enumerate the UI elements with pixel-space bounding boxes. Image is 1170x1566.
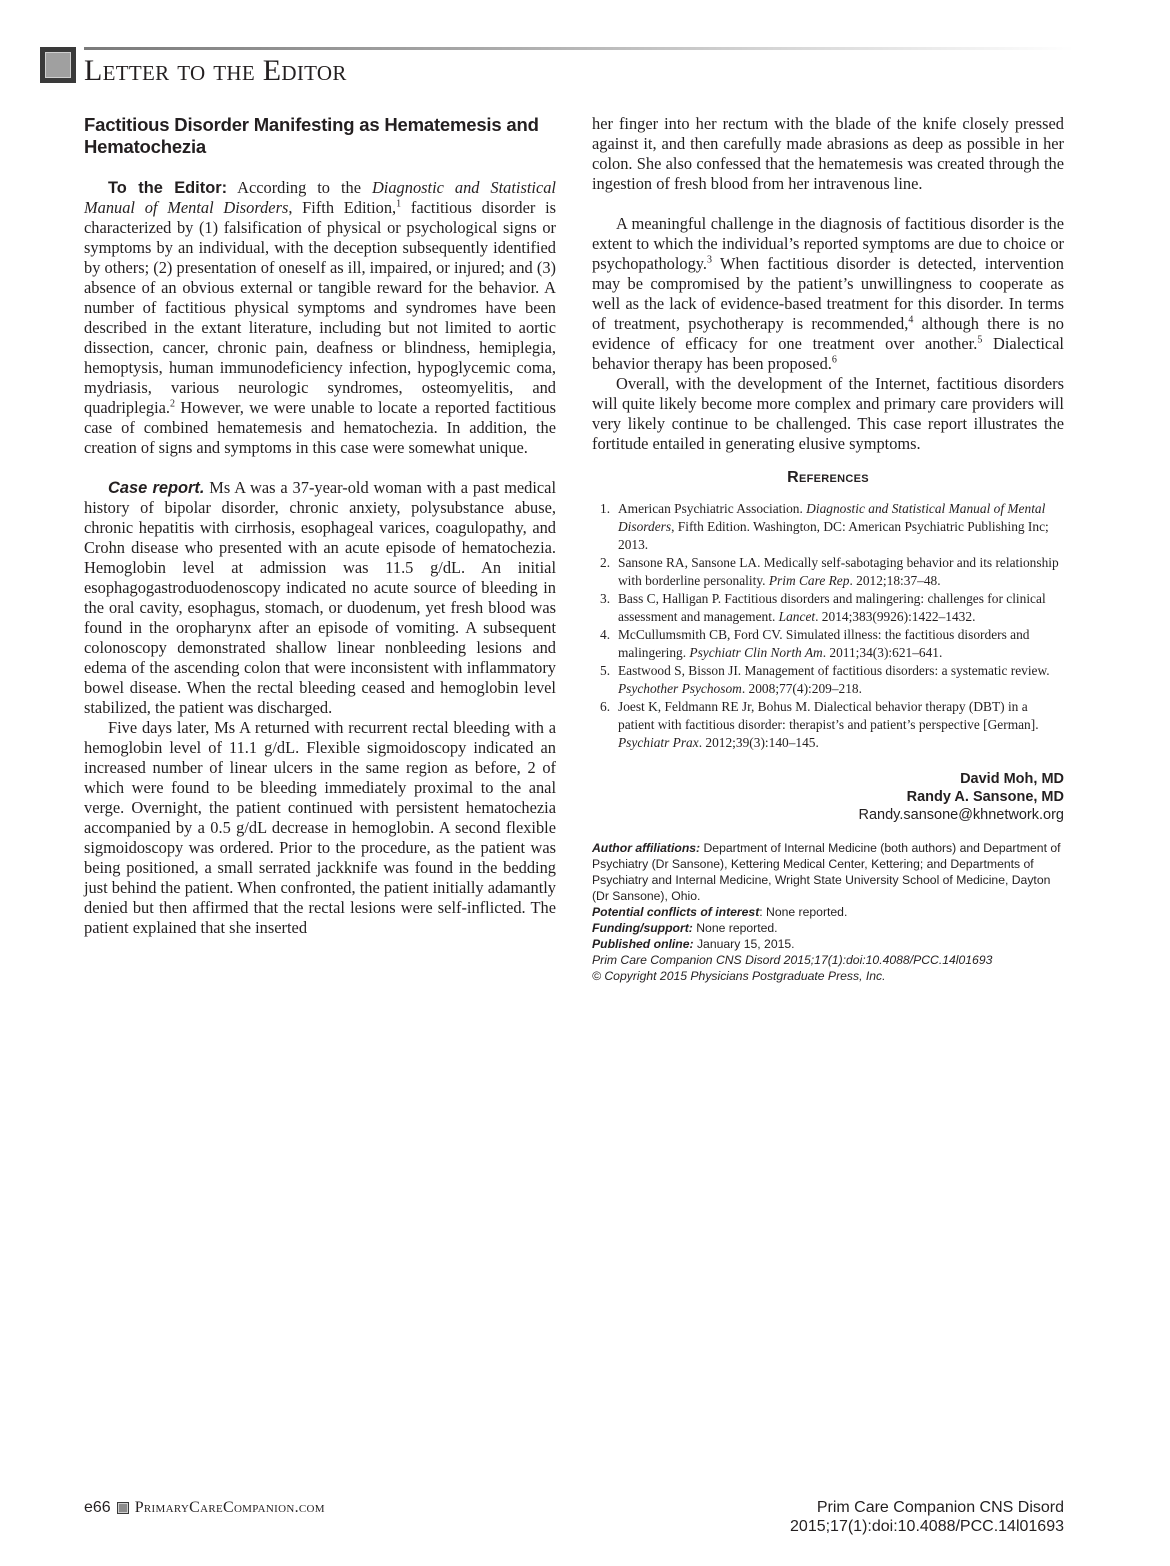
affiliations-label: Author affiliations: [592,841,701,855]
reference-text: American Psychiatric Association. [618,501,807,516]
challenge-text: although there is no evidence of efficacy for one treatment over another. [592,314,1064,353]
reference-text: Sansone RA, Sansone LA. Medically self-sabotaging behavior and its relationship with borderline personality. [618,555,1059,588]
intro-text: According to the [227,178,372,197]
reference-text: . 2014;383(9926):1422–1432. [815,609,976,624]
reference-source: Diagnostic and Statistical Manual of Mental Disorders [618,501,1046,534]
conflicts-label: Potential conflicts of interest [592,905,760,919]
reference-item [592,500,1064,554]
reference-source: Lancet [778,609,816,624]
reference-item [592,590,1064,626]
reference-number: 3. [600,591,611,606]
intro-text: factitious disorder is characterized by (1) falsification of physical or psychological signs or symptoms by an individual, with the deception subsequently identified by others; (2) presentation of oneself as ill, impaired, or injured; and (3) absence of an obvious external or tangible reward for the behavior. A number of factitious physical symptoms and syndromes have been described in the extant literature, including but not limited to aortic dissection, cancer, chronic pain, deafness or blindness, hemiplegia, hemoptysis, human immunodeficiency infection, hypoglycemic coma, mydriasis, various neurologic syndromes, osteomyelitis, and quadriplegia. [84,198,557,417]
reference-text: . 2008;77(4):209–218. [741,681,862,696]
right-column [592,114,1064,984]
reference-source: Prim Care Rep [768,573,850,588]
author-name: David Moh, MD [960,771,1064,787]
case-report-paragraph [84,478,556,718]
funding-label: Funding/support: [592,921,693,935]
intro-paragraph [84,178,556,458]
challenge-text: A meaningful challenge in the diagnosis of factitious disorder is the extent to which the individual’s reported symptoms are due to choice or psychopathology. [592,214,1064,273]
published-label: Published online: [592,937,694,951]
challenge-text: Dialectical behavior therapy has been proposed. [592,334,1064,373]
case-report-label: Case report. [108,479,205,497]
reference-source: Psychiatr Clin North Am [689,645,823,660]
footer-left [84,1498,325,1518]
published-online [592,936,1064,952]
references-heading: References [787,469,869,486]
article-title: Factitious Disorder Manifesting as Hematemesis and Hematochezia [84,114,539,157]
published-date: January 15, 2015. [693,937,795,951]
page-number: e66 [84,1499,111,1516]
journal-doi: 2015;17(1):doi:10.4088/PCC.14l01693 [790,1518,1064,1535]
reference-number: 2. [600,555,611,570]
citation-line: Prim Care Companion CNS Disord 2015;17(1):doi:10.4088/PCC.14l01693 [592,953,993,967]
five-days-paragraph: Five days later, Ms A returned with recurrent rectal bleeding with a hemoglobin level of 11.1 g/dL. Flexible sigmoidoscopy indicated an increased number of linear ulcers in the same region as before, 2 of which were found to be bleeding immediately proximal to the anal verge. Overnight, the patient continued with persistent hematochezia accompanied by a 0.5 g/dL decrease in hemoglobin. A second flexible sigmoidoscopy was ordered. Prior to the procedure, as the patient was being positioned, a small serrated jackknife was found in the bedding just behind the patient. When confronted, the patient initially adamantly denied but then affirmed that the rectal lesions were self-inflicted. The patient explained that she inserted [84,718,556,937]
case-report-text: Ms A was a 37-year-old woman with a past medical history of bipolar disorder, chronic anxiety, polysubstance abuse, chronic hepatitis with cirrhosis, esophageal varices, coagulopathy, and Crohn disease who presented with an acute episode of hematochezia. Hemoglobin level at admission was 11.5 g/dL. An initial esophagogastroduodenoscopy indicated no acute source of bleeding in the oral cavity, esophagus, stomach, or duodenum, yet fresh blood was found in the oropharynx after an episode of vomiting. A subsequent colonoscopy demonstrated shallow linear nonbleeding lesions and edema of the ascending colon that were inconsistent with inflammatory bowel disease. When the rectal bleeding ceased and hemoglobin level stabilized, the patient was discharged. [84,478,557,717]
reference-source: Psychiatr Prax [618,735,699,750]
reference-number: 1. [600,501,611,516]
reference-source: Psychother Psychosom [618,681,742,696]
header-rule [84,47,1074,50]
conflicts-text: : None reported. [759,905,848,919]
reference-text: , Fifth Edition. Washington, DC: American Psychiatric Publishing Inc; 2013. [618,519,1049,552]
citation-5[interactable]: 5 [977,334,983,346]
intro-text: , Fifth Edition, [288,198,397,217]
site-link[interactable]: PrimaryCareCompanion.com [134,1499,325,1516]
affiliations-block [592,840,1064,984]
affiliations-text: Department of Internal Medicine (both authors) and Department of Psychiatry (Dr Sansone), Kettering Medical Center, Kettering; and Departments of Psychiatry and Internal Medicine, Wright State University School of Medicine, Dayton (Dr Sansone), Ohio. [592,841,1061,903]
reference-number: 5. [600,663,611,678]
reference-text: McCullumsmith CB, Ford CV. Simulated illness: the factitious disorders and malingering. [618,627,1030,660]
signature-block [592,770,1064,824]
reference-item [592,554,1064,590]
conflicts-of-interest [592,904,1064,920]
reference-text: . 2012;18:37–48. [849,573,941,588]
funding-text: None reported. [692,921,778,935]
citation-1[interactable]: 1 [396,198,402,210]
citation-3[interactable]: 3 [707,254,713,266]
journal-name: Prim Care Companion CNS Disord [816,1499,1064,1516]
intro-text: However, we were unable to locate a reported factitious case of combined hematemesis and hematochezia. In addition, the creation of signs and symptoms in this case were somewhat unique. [84,398,556,457]
reference-text: . 2011;34(3):621–641. [822,645,943,660]
overall-paragraph: Overall, with the development of the Internet, factitious disorders will quite likely become more complex and primary care providers will very likely continue to be challenged. This case report illustrates the fortitude entailed in generating elusive symptoms. [592,374,1064,453]
footer-journal-citation [790,1498,1064,1536]
copyright-line: © Copyright 2015 Physicians Postgraduate Press, Inc. [592,969,886,983]
citation-2[interactable]: 2 [170,398,176,410]
left-column [84,114,556,938]
citation-4[interactable]: 4 [908,314,914,326]
section-marker-icon [40,47,76,83]
reference-text: . 2012;39(3):140–145. [698,735,819,750]
author-email-link[interactable]: Randy.sansone@khnetwork.org [858,807,1064,823]
challenge-paragraph [592,214,1064,374]
reference-number: 4. [600,627,611,642]
dsm-title: Diagnostic and Statistical Manual of Mental Disorders [84,178,556,217]
intro-label: To the Editor: [108,179,228,197]
reference-text: Joest K, Feldmann RE Jr, Bohus M. Dialectical behavior therapy (DBT) in a patient with factitious disorder: therapist’s and patient’s perspective [German]. [618,699,1039,732]
section-title: Letter to the Editor [84,54,347,87]
reference-text: Eastwood S, Bisson JI. Management of factitious disorders: a systematic review. [618,663,1050,678]
reference-item [592,698,1064,752]
reference-text: Bass C, Halligan P. Factitious disorders and malingering: challenges for clinical assessment and management. [618,591,1046,624]
reference-item [592,626,1064,662]
reference-item [592,662,1064,698]
author-affiliations [592,840,1064,904]
reference-number: 6. [600,699,611,714]
funding-support [592,920,1064,936]
citation-6[interactable]: 6 [831,354,837,366]
square-marker-icon [117,1502,129,1514]
continued-paragraph: her finger into her rectum with the blade of the knife closely pressed against it, and then carefully made abrasions as deep as possible in her colon. She also confessed that the hematemesis was created through the ingestion of fresh blood from her intravenous line. [592,114,1064,193]
references-list [592,500,1064,752]
challenge-text: When factitious disorder is detected, intervention may be compromised by the patient’s unwillingness to cooperate as well as the lack of evidence-based treatment for this disorder. In terms of treatment, psychotherapy is recommended, [592,254,1064,333]
author-name: Randy A. Sansone, MD [906,789,1064,805]
